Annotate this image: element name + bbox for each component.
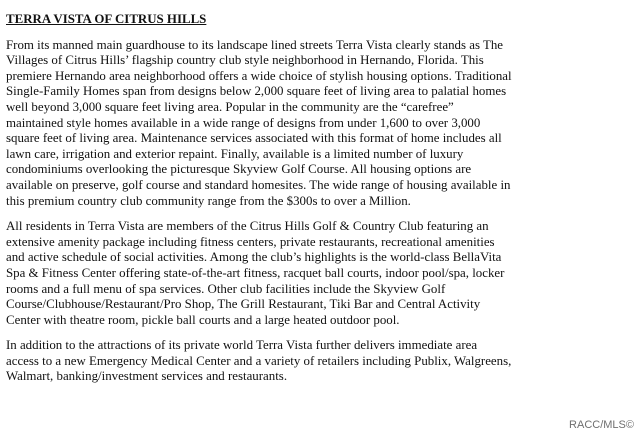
document-title: TERRA VISTA OF CITRUS HILLS — [6, 12, 207, 26]
paragraph-area-access: In addition to the attractions of its private world Terra Vista further delivers immediate area access to a new Emergency Medical Center and a variety of retailers including Publix, Walgreens, Walmart, banking/investment services and restaurants. — [6, 338, 512, 384]
document-body — [6, 12, 512, 395]
paragraph-amenities: All residents in Terra Vista are members of the Citrus Hills Golf & Country Club featuring an extensive amenity package including fitness centers, private restaurants, recreational amenities and active schedule of social activities. Among the club’s highlights is the world-class BellaVita Spa & Fitness Center offering state-of-the-art fitness, racquet ball courts, indoor pool/spa, locker rooms and a full menu of spa services. Other club facilities include the Skyview Golf Course/Clubhouse/Restaurant/Pro Shop, The Grill Restaurant, Tiki Bar and Central Activity Center with theatre room, pickle ball courts and a large heated outdoor pool. — [6, 219, 505, 327]
paragraph-overview: From its manned main guardhouse to its landscape lined streets Terra Vista clearly stands as The Villages of Citrus Hills’ flagship country club style neighborhood in Hernando, Florida. This premiere Hernando area neighborhood offers a wide choice of stylish housing options. Traditional Single-Family Homes span from designs below 2,000 square feet of living area to palatial homes well beyond 3,000 square feet living area. Popular in the community are the “carefree” maintained style homes available in a wide range of designs from under 1,600 to over 3,000 square feet of living area. Maintenance services associated with this format of home includes all lawn care, irrigation and exterior repaint. Finally, available is a limited number of luxury condominiums overlooking the picturesque Skyview Golf Course. All housing options are available on preserve, golf course and standard homesites. The wide range of housing available in this premium country club community range from the $300s to over a Million. — [6, 37, 512, 208]
mls-watermark: RACC/MLS© — [569, 419, 634, 431]
